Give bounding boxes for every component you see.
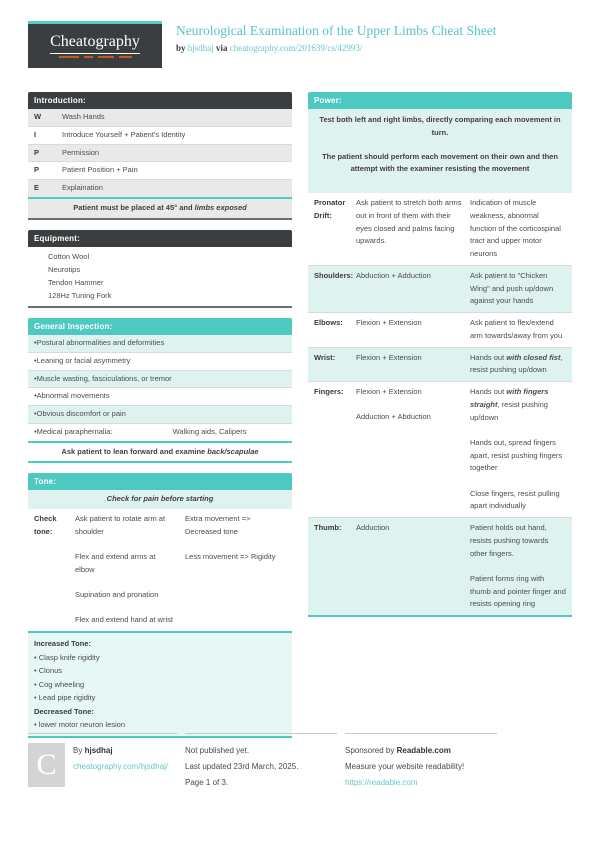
tone-movements: Ask patient to rotate arm at shoulder Flex and extend arms at elbow Supination and pronation Flex and extend hand at wrist: [75, 514, 173, 625]
content-columns: [0, 68, 600, 748]
section-general-inspection: [28, 318, 292, 463]
title-block: [176, 21, 497, 53]
list-item: •Postural abnormalities and deformities: [28, 335, 292, 352]
list-item: • Lead pipe rigidity: [34, 693, 96, 702]
footer-author-block: [28, 733, 177, 791]
list-item: •Abnormal movements: [28, 387, 292, 405]
page-header: [0, 0, 600, 68]
power-row-wrist: Wrist: Flexion + Extension Hands out with closed fist, resist pushing up/down: [308, 347, 572, 382]
tone-footnote: Increased Tone: • Clasp knife rigidity • Clonus • Cog wheeling • Lead pipe rigidity Decreased Tone: • lower motor neuron lesion: [28, 631, 292, 736]
list-item: 128Hz Tuning Fork: [48, 290, 112, 300]
list-item: • Clasp knife rigidity: [34, 652, 100, 662]
list-item: •Medical paraphernalia: Walking aids, Calipers: [28, 423, 292, 441]
section-tone: [28, 473, 292, 737]
page-number: Page 1 of 3.: [185, 778, 229, 787]
byline-by: by: [176, 42, 186, 53]
section-equipment: [28, 230, 292, 309]
power-row-elbows: Elbows: Flexion + Extension Ask patient to flex/extend arm towards/away from you: [308, 312, 572, 347]
tone-header: Tone:: [28, 473, 292, 490]
table-row: P Patient Position + Pain: [28, 161, 292, 179]
tone-findings: Extra movement => Decreased tone Less movement => Rigidity: [185, 514, 276, 561]
last-updated: Last updated 23rd March, 2025.: [185, 762, 299, 771]
table-row: E Explaination: [28, 179, 292, 197]
introduction-note: Patient must be placed at 45° and limbs exposed: [28, 197, 292, 218]
equipment-header: Equipment:: [28, 230, 292, 247]
list-item: • lower motor neuron lesion: [34, 720, 126, 729]
list-item: •Leaning or facial asymmetry: [28, 352, 292, 370]
general-inspection-note: Ask patient to lean forward and examine back/scapulae: [28, 441, 292, 462]
left-column: [28, 92, 292, 748]
table-row: I Introduce Yourself + Patient's Identity: [28, 126, 292, 144]
power-row-pronator-drift: Pronator Drift: Ask patient to stretch both arms out in front of them with their eyes closed and palms facing upwards. Indication of muscle weakness, abnormal function of the corticospinal tract and upper motor neurons: [314, 198, 561, 258]
byline-via: via: [216, 42, 228, 53]
table-row: P Permission: [28, 144, 292, 162]
sponsor-tagline: Measure your website readability!: [345, 762, 465, 771]
footer-sponsor-block: [345, 733, 497, 791]
tone-row-label: Check tone:: [34, 514, 57, 536]
page-title: Neurological Examination of the Upper Limbs Cheat Sheet: [176, 23, 497, 38]
list-item: Neurotips: [48, 264, 81, 274]
power-intro-note: Test both left and right limbs, directly comparing each movement in turn. The patient should perform each movement on their own and then attempt with the examiner resisting the movement: [308, 109, 572, 193]
list-item: •Obvious discomfort or pain: [28, 405, 292, 423]
sheet-url-link[interactable]: cheatography.com/201639/cs/42993/: [229, 42, 363, 53]
power-header: Power:: [308, 92, 572, 109]
author-link[interactable]: hjsdhaj: [187, 42, 214, 53]
footer-profile-link[interactable]: cheatography.com/hjsdhaj/: [73, 762, 169, 771]
footer-publish-block: [185, 733, 337, 791]
general-inspection-header: General Inspection:: [28, 318, 292, 335]
tone-caution-note: Check for pain before starting: [28, 490, 292, 509]
list-item: Cotton Wool: [48, 251, 90, 261]
section-power: [308, 92, 572, 617]
byline: [176, 43, 497, 53]
sponsor-line: Sponsored by Readable.com: [345, 746, 451, 755]
cheatography-logo[interactable]: [28, 21, 162, 68]
list-item: Tendon Hammer: [48, 277, 104, 287]
footer-author: By hjsdhaj: [73, 746, 113, 755]
page-footer: [28, 733, 497, 791]
tone-row: [28, 509, 292, 631]
introduction-header: Introduction:: [28, 92, 292, 109]
right-column: [308, 92, 572, 748]
power-row-thumb: Thumb: Adduction Patient holds out hand, resists pushing towards other fingers. Patient forms ring with thumb and pointer finger and resists opening ring: [308, 517, 572, 615]
cheatography-c-logo: C: [28, 743, 65, 787]
table-row: W Wash Hands: [28, 109, 292, 126]
power-row-fingers: Fingers: Flexion + Extension Adduction + Abduction Hands out with fingers straight, resist pushing up/down Hands out, spread fingers apart, resist pushing fingers together Close fingers, resist pulling apart individually: [308, 381, 572, 517]
list-item: • Clonus: [34, 666, 63, 675]
cheatography-logo-text: Cheatography: [50, 34, 140, 54]
publish-status: Not published yet.: [185, 746, 250, 755]
sponsor-link[interactable]: https://readable.com: [345, 778, 418, 787]
list-item: • Cog wheeling: [34, 679, 85, 689]
section-introduction: [28, 92, 292, 220]
equipment-list: [28, 247, 292, 307]
list-item: •Muscle wasting, fasciculations, or tremor: [28, 370, 292, 388]
logo-underline-dashes: [59, 56, 132, 58]
power-row-shoulders: Shoulders: Abduction + Adduction Ask patient to "Chicken Wing" and push up/down against your hands: [308, 265, 572, 312]
